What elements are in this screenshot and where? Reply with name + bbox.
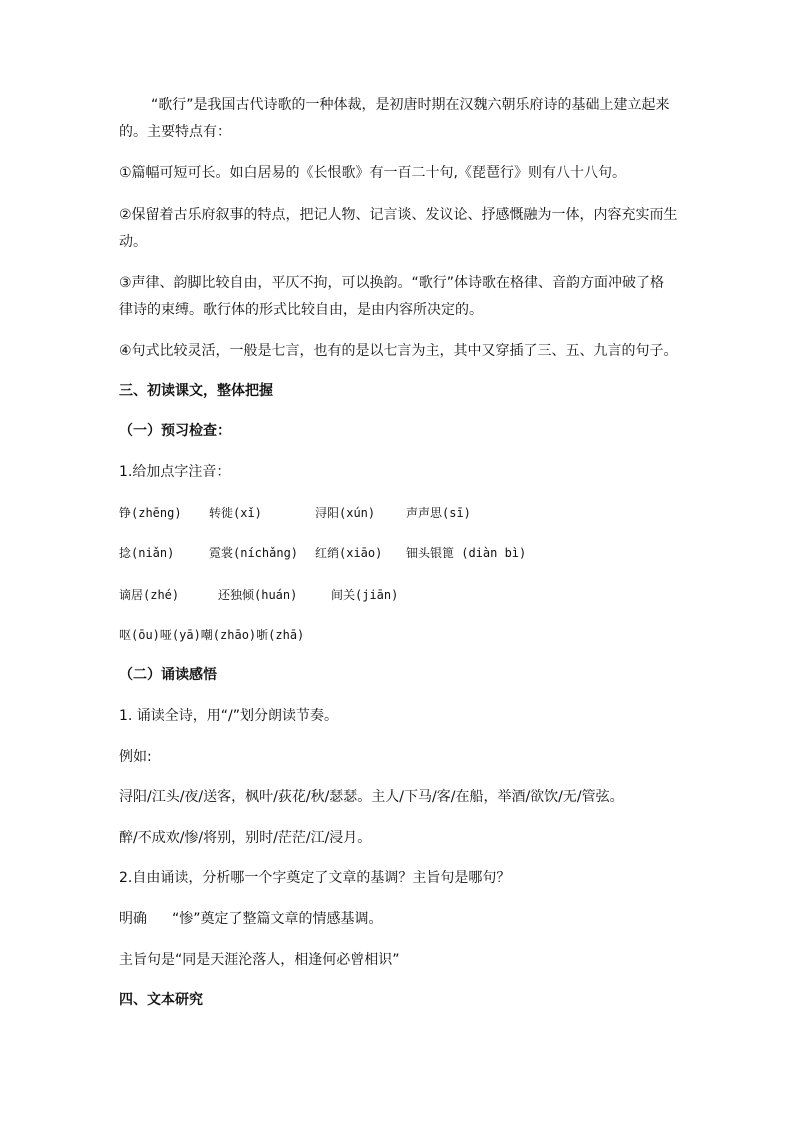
question-rhythm: 1. 诵读全诗，用“/”划分朗读节奏。 bbox=[119, 708, 339, 724]
pinyin-item: 转徙(xǐ) bbox=[209, 506, 262, 520]
feature-3-line-2: 律诗的束缚。歌行体的形式比较自由，是由内容所决定的。 bbox=[119, 302, 483, 318]
subsection-recite: （二）诵读感悟 bbox=[119, 667, 217, 683]
pinyin-item: 捻(niǎn) bbox=[119, 546, 175, 560]
pinyin-item: 霓裳(níchǎng) bbox=[209, 546, 299, 560]
intro-line-2: 的。主要特点有： bbox=[119, 124, 231, 140]
intro-line-1: “歌行”是我国古代诗歌的一种体裁，是初唐时期在汉魏六朝乐府诗的基础上建立起来 bbox=[151, 97, 670, 113]
example-line-1: 浔阳/江头/夜/送客，枫叶/荻花/秋/瑟瑟。主人/下马/客/在船，举酒/欲饮/无/管弦。 bbox=[119, 789, 624, 805]
question-tone: 2.自由诵读，分析哪一个字奠定了文章的基调？主旨句是哪句？ bbox=[119, 870, 511, 886]
answer-label: 明确 bbox=[119, 911, 147, 927]
pinyin-item: 红绡(xiāo) bbox=[315, 546, 383, 560]
example-line-2: 醉/不成欢/惨/将别，别时/茫茫/江/浸月。 bbox=[119, 830, 372, 846]
section-4-heading: 四、文本研究 bbox=[119, 992, 203, 1008]
feature-1: ①篇幅可短可长。如白居易的《长恨歌》有一百二十句,《琵琶行》则有八十八句。 bbox=[119, 165, 626, 181]
pinyin-item: 浔阳(xún) bbox=[315, 506, 376, 520]
question-pinyin: 1.给加点字注音： bbox=[119, 464, 231, 480]
section-3-heading: 三、初读课文，整体把握 bbox=[119, 383, 273, 399]
example-label: 例如: bbox=[119, 749, 152, 765]
pinyin-item: 钿头银篦 (diàn bì) bbox=[406, 546, 527, 560]
pinyin-item: 呕(ōu)哑(yā)嘲(zhāo)哳(zhā) bbox=[119, 628, 305, 642]
feature-2-line-2: 动。 bbox=[119, 234, 147, 250]
feature-3-line-1: ③声律、韵脚比较自由，平仄不拘，可以换韵。“歌行”体诗歌在格律、音韵方面冲破了格 bbox=[119, 275, 665, 291]
pinyin-item: 间关(jiān) bbox=[331, 588, 399, 602]
feature-2-line-1: ②保留着古乐府叙事的特点，把记人物、记言谈、发议论、抒感慨融为一体，内容充实而生 bbox=[119, 207, 678, 223]
pinyin-item: 声声思(sī) bbox=[406, 506, 471, 520]
pinyin-item: 还独倾(huán) bbox=[218, 588, 298, 602]
subsection-preview-check: （一）预习检查： bbox=[119, 423, 231, 439]
theme-sentence: 主旨句是“同是天涯沦落人，相逢何必曾相识” bbox=[119, 952, 400, 968]
pinyin-item: 铮(zhēng) bbox=[119, 506, 182, 520]
pinyin-item: 谪居(zhé) bbox=[119, 588, 180, 602]
feature-4: ④句式比较灵活，一般是七言，也有的是以七言为主，其中又穿插了三、五、九言的句子。 bbox=[119, 343, 678, 359]
answer-text: “惨”奠定了整篇文章的情感基调。 bbox=[172, 911, 383, 927]
